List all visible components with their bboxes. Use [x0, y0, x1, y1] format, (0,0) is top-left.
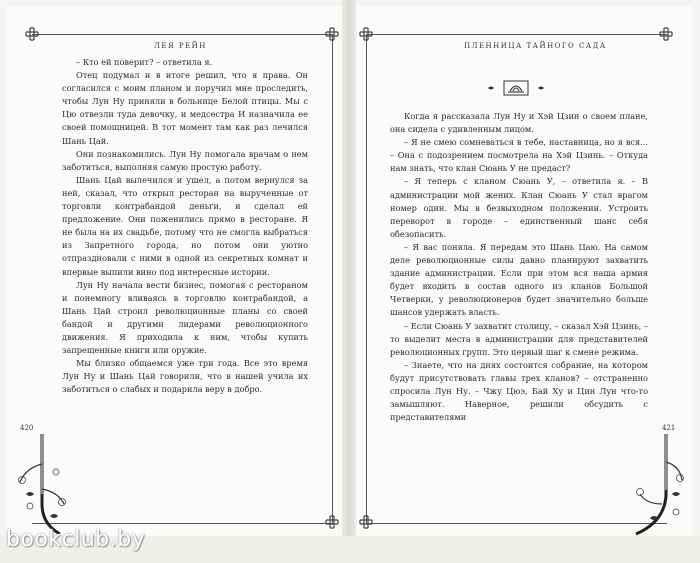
- celtic-knot-corner-icon: [356, 512, 376, 532]
- page-number: 421: [662, 424, 676, 432]
- paragraph: – Я не смею сомневаться в тебе, наставница, но я вся... – Она с подозрением посмотрела на Хэй Цзинь. – Откуда нам знать, что клан Сюань У не предаст?: [390, 137, 648, 174]
- paragraph: Лун Ну начала вести бизнес, помогая с рестораном и понемногу вливаясь в торговлю контрабандой, а Шань Цай строил революционные планы со своей бандой и другими лидерами революционного движения. Я приходила к ним, чтобы купить запрещенные книги или оружие.: [62, 279, 308, 356]
- celtic-knot-corner-icon: [656, 24, 676, 44]
- paragraph: – Если Сюань У захватит столицу, – сказал Хэй Цзинь, – то выделит места в администрации для представителей революционных групп. Это первый шаг к смене режима.: [390, 320, 648, 357]
- paragraph: Шань Цай вылечился и ушел, а потом вернулся за ней, сказал, что открыл ресторан на вырученные от торговли контрабандой деньги, и сделал ей предложение. Они поженились прямо в ресторане. Я не была на их свадьбе, потому что не смогла выбраться из Запретного города, но потом они уютно отпраздновали с ними в одной из секретных комнат и впервые выпили вино под интересные истории.: [62, 174, 308, 277]
- paragraph: – Я вас поняла. Я передам это Шань Цаю. На самом деле революционные силы давно планируют захватить здание администрации. Если при этом вся наша армия будет входить в состав одного из кланов Большой Четверки, у революционеров будет значительно больше шансов удержать власть.: [390, 241, 648, 318]
- running-head-author: ЛЕЯ РЕЙН: [154, 42, 207, 50]
- celtic-knot-corner-icon: [356, 24, 376, 44]
- paragraph: Они познакомились. Лун Ну помогала врачам о нем заботиться, выполняя самую простую работу.: [62, 148, 308, 172]
- running-head-title: ПЛЕННИЦА ТАЙНОГО САДА: [464, 42, 607, 50]
- branch-ornament-icon: [616, 434, 686, 536]
- right-page: [356, 6, 692, 536]
- paragraph: – Я теперь с кланом Сюань У, – ответила я. – В администрации мой жених. Клан Сюань У стал врагом номер один. Мы в безвыходном положении. Устроить переворот в городе – единственный шанс себя обезопасить.: [390, 176, 648, 239]
- branch-ornament-icon: [12, 434, 72, 536]
- page-number: 420: [20, 424, 34, 432]
- paragraph: Мы близко общаемся уже три года. Все это время Лун Ну и Шань Цай говорили, что в нашей учила их заботиться о слабых и подарила веру в добро.: [62, 358, 308, 395]
- lotus-ornament-icon: [484, 80, 548, 96]
- left-page: [6, 6, 342, 536]
- right-page-text: [390, 110, 648, 424]
- paragraph: – Знаете, что на днях состоится собрание, на котором будут присутствовать главы трех кланов? – отстраненно спросила Лун Ну. – Чжу Цюэ, Бай Ху и Цин Лун что-то замышляют. Наверное, решили обсудить с представителями: [390, 359, 648, 423]
- site-watermark: bookclub.by: [6, 527, 146, 552]
- paragraph: Отец подумал и в итоге решил, что я права. Он согласился с моим планом и поручил мне проследить, чтобы Лун Ну приняли в больнице Белой птицы. Мы с Цю отвезли туда девочку, и медсестра И назначила ее своей помощницей. В тот момент там как раз лечился Шань Цай.: [62, 70, 308, 146]
- celtic-knot-corner-icon: [322, 512, 342, 532]
- left-page-text: [62, 56, 308, 396]
- paragraph: Когда я рассказала Лун Ну и Хэй Цзин о своем плане, она сидела с удивленным лицом.: [390, 111, 648, 135]
- celtic-knot-corner-icon: [22, 24, 42, 44]
- paragraph: – Кто ей поверит? – ответила я.: [76, 57, 213, 67]
- book-gutter: [342, 0, 356, 563]
- celtic-knot-corner-icon: [322, 24, 342, 44]
